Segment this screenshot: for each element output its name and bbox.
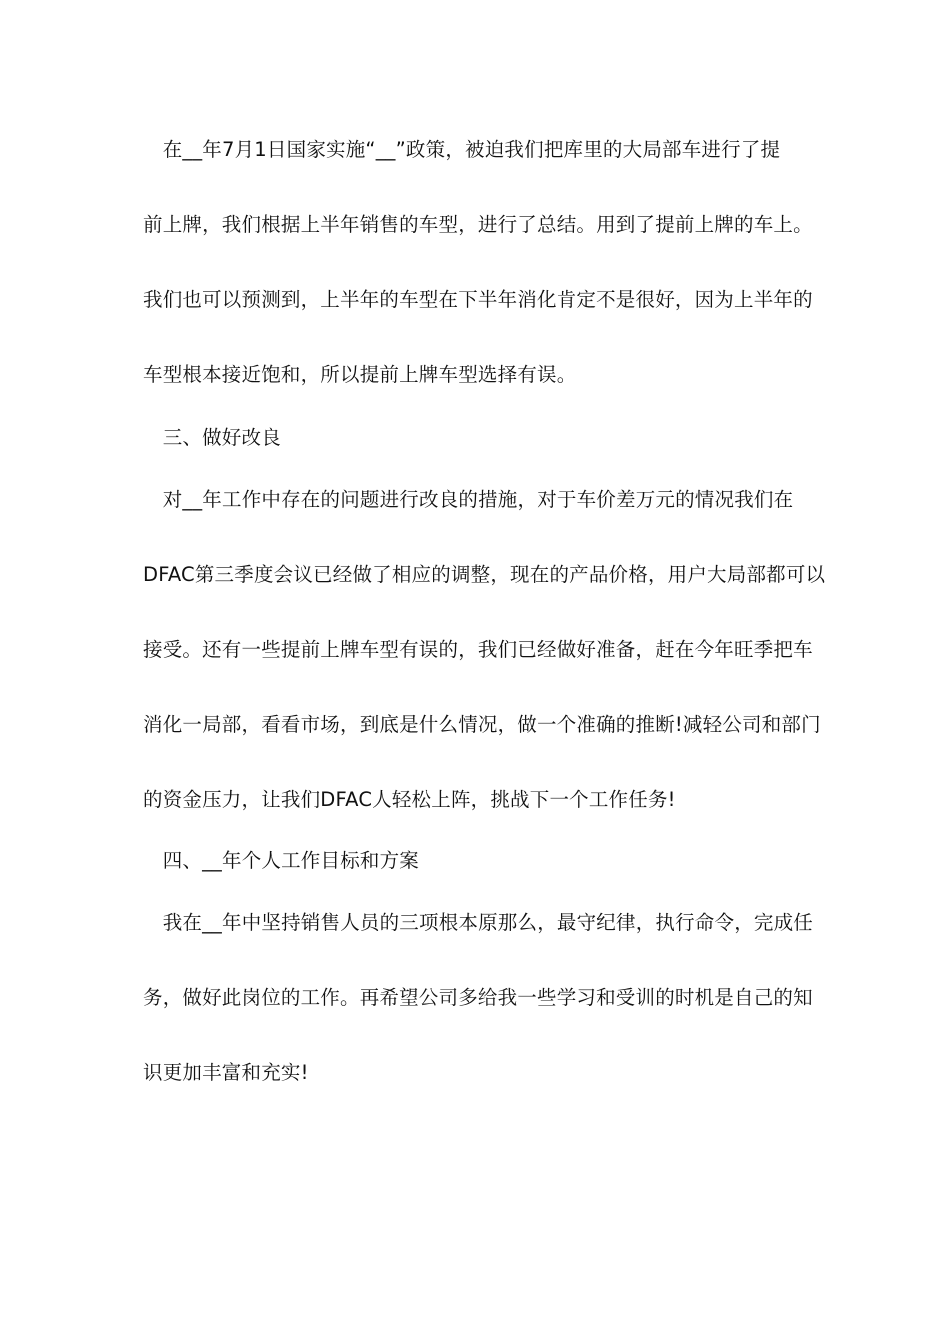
body-text-line: 我们也可以预测到，上半年的车型在下半年消化肯定不是很好，因为上半年的 bbox=[143, 288, 813, 311]
section-heading: 四、__年个人工作目标和方案 bbox=[143, 849, 420, 872]
body-text-line: 我在__年中坚持销售人员的三项根本原那么，最守纪律，执行命令，完成任 bbox=[143, 911, 814, 934]
body-text-line: 对__年工作中存在的问题进行改良的措施，对于车价差万元的情况我们在 bbox=[143, 488, 794, 511]
body-text-line: DFAC第三季度会议已经做了相应的调整，现在的产品价格，用户大局部都可以 bbox=[143, 563, 826, 586]
body-text-line: 务，做好此岗位的工作。再希望公司多给我一些学习和受训的时机是自己的知 bbox=[143, 986, 813, 1009]
body-text-line: 前上牌，我们根据上半年销售的车型，进行了总结。用到了提前上牌的车上。 bbox=[143, 213, 813, 236]
body-text-line: 的资金压力，让我们DFAC人轻松上阵，挑战下一个工作任务! bbox=[143, 788, 676, 811]
body-text-line: 识更加丰富和充实! bbox=[143, 1061, 309, 1084]
section-heading: 三、做好改良 bbox=[143, 426, 281, 449]
body-text-line: 在__年7月1日国家实施“__”政策，被迫我们把库里的大局部车进行了提 bbox=[143, 138, 781, 161]
body-text-line: 消化一局部，看看市场，到底是什么情况，做一个准确的推断!减轻公司和部门 bbox=[143, 713, 821, 736]
body-text-line: 接受。还有一些提前上牌车型有误的，我们已经做好准备，赶在今年旺季把车 bbox=[143, 638, 813, 661]
body-text-line: 车型根本接近饱和，所以提前上牌车型选择有误。 bbox=[143, 363, 577, 386]
